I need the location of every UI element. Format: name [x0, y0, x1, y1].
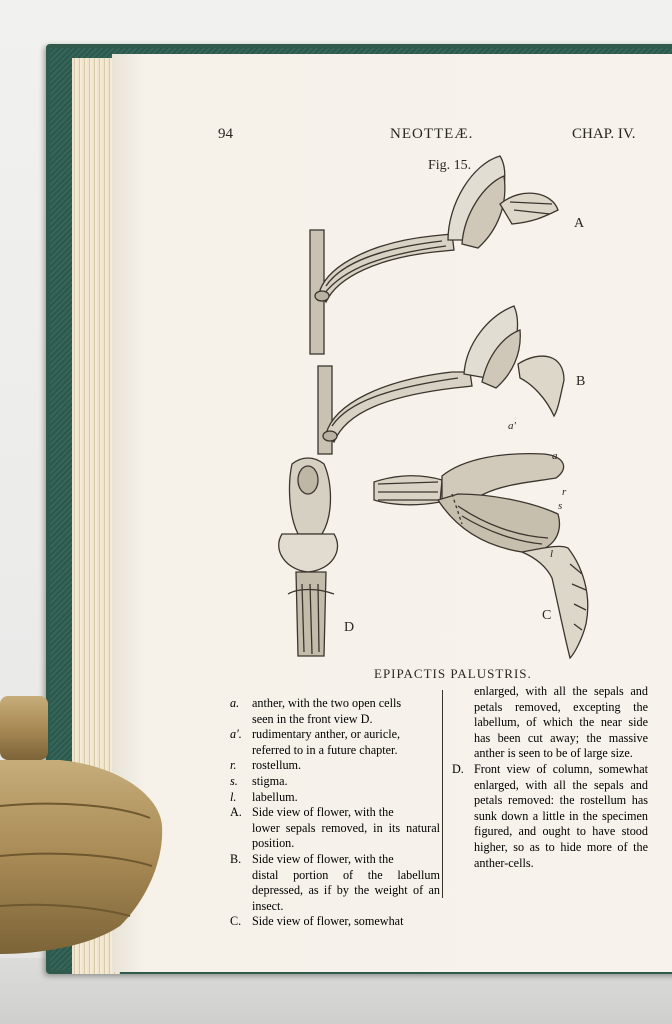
legend-entry-r: r. rostellum. — [230, 758, 302, 773]
figure-letter-a: A — [574, 216, 585, 231]
legend-entry-a-prime: a'. rudimentary anther, or auricle, — [230, 727, 401, 742]
gold-book-holder — [0, 696, 170, 958]
legend-entry-l: l. labellum. — [230, 789, 298, 804]
legend-entry-C: C. Side view of flower, somewhat — [230, 914, 404, 929]
flower-d-drawing — [279, 458, 338, 656]
page-number: 94 — [218, 126, 233, 142]
figure-letter-c: C — [542, 608, 552, 623]
orchid-illustration — [112, 54, 672, 664]
chapter-label: CHAP. IV. — [572, 126, 636, 142]
flower-c-drawing — [374, 454, 588, 658]
label-s: s — [558, 500, 563, 512]
legend-right-column — [452, 684, 648, 871]
flower-a-drawing — [310, 156, 558, 354]
label-a: a — [552, 450, 558, 462]
legend-entry-A: A. Side view of flower, with the — [230, 805, 394, 820]
legend-entry-C-continued: enlarged, with all the sepals and petals removed, excepting the labellum, of which the near side has been cut away; the massive anther is seen to be of large size. — [474, 684, 648, 761]
label-r: r — [562, 486, 567, 498]
legend-entry-s: s. stigma. — [230, 773, 288, 788]
label-l: l — [550, 548, 554, 560]
figure-letter-b: B — [576, 374, 586, 389]
column-divider — [442, 690, 443, 898]
legend-entry-a: a. anther, with the two open cells — [230, 696, 402, 710]
figure-caption: EPIPACTIS PALUSTRIS. — [374, 666, 532, 681]
running-head: NEOTTEÆ. — [390, 126, 474, 142]
flower-b-drawing — [318, 306, 564, 454]
legend-entry-D: D. Front view of column, somewhat enlarged, with all the sepals and petals removed: the rostellum has sunk down a little in the specimen figured, and ought to have stood higher, so as to hide more of the anther-cells. — [452, 761, 648, 870]
legend-left-column: a. anther, with the two open cells seen in the front view D. a'. rudimentary anther, or auricle, referred to in a future chapter. r. rostellum. s. stigma. l. labellum. A. Side view of flower, with the lower sepals removed, in its natural position. B. Side view of flower, with the distal portion of the labellum depressed, as if by the weight of an insect. C. Side view of flower, somewhat — [230, 696, 440, 929]
figure-letter-d: D — [344, 620, 355, 635]
legend-entry-B: B. Side view of flower, with the — [230, 851, 394, 866]
label-a-prime: a' — [508, 420, 516, 432]
figure-label: Fig. 15. — [428, 158, 472, 173]
